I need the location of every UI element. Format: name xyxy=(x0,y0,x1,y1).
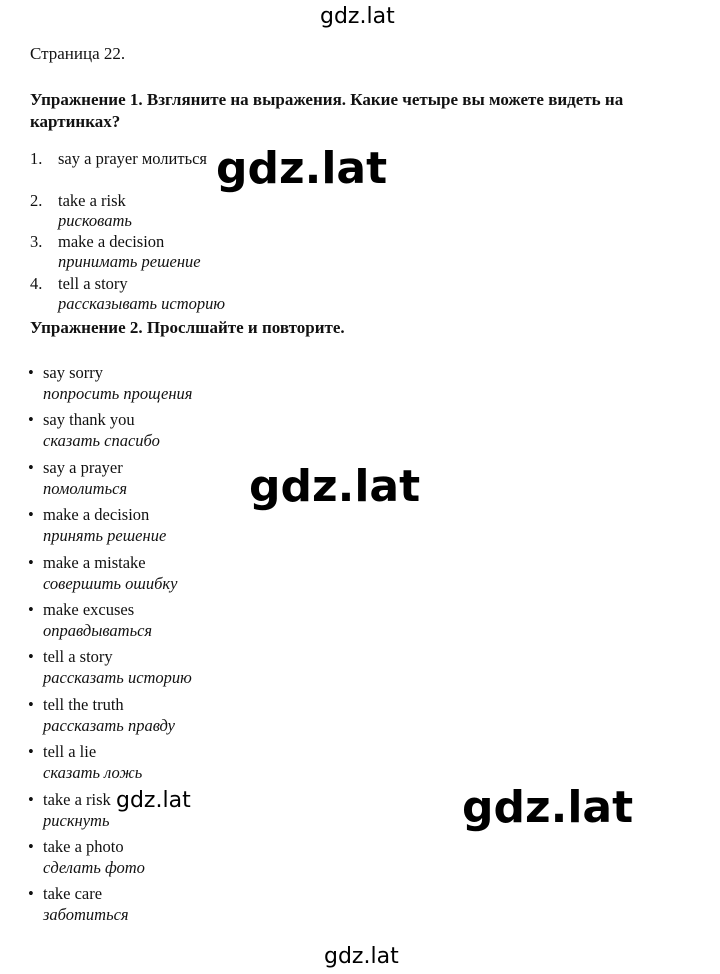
english-phrase: say a prayer молиться xyxy=(58,149,208,168)
english-phrase: take a risk xyxy=(58,190,126,210)
item-number: 2. xyxy=(30,190,43,210)
english-phrase: say sorry xyxy=(43,363,104,382)
bullet-icon: • xyxy=(28,836,34,856)
bullet-icon: • xyxy=(28,647,34,667)
russian-translation: оправдываться xyxy=(43,620,153,640)
english-phrase: make a decision xyxy=(58,232,165,251)
bullet-icon: • xyxy=(28,552,34,572)
english-phrase: tell a story xyxy=(58,273,128,293)
russian-translation: совершить ошибку xyxy=(43,573,178,593)
bullet-icon: • xyxy=(28,742,34,762)
item-number: 1. xyxy=(30,149,43,168)
russian-translation: принимать решение xyxy=(58,252,201,271)
bullet-icon: • xyxy=(28,884,34,904)
bullet-icon: • xyxy=(28,457,34,477)
russian-translation: рассказать правду xyxy=(43,715,175,735)
english-phrase: make a decision xyxy=(43,505,150,525)
bullet-icon: • xyxy=(28,505,34,525)
english-phrase: say a prayer xyxy=(43,457,123,477)
english-phrase: tell the truth xyxy=(43,694,124,714)
bullet-icon: • xyxy=(28,410,34,430)
russian-translation: сказать ложь xyxy=(43,763,143,783)
russian-translation: рисковать xyxy=(58,210,132,230)
watermark-bottom: gdz.lat xyxy=(324,944,399,969)
english-phrase: take care xyxy=(43,884,103,904)
watermark-large: gdz.lat xyxy=(216,143,388,194)
item-number: 4. xyxy=(30,273,43,293)
russian-translation: рассказывать историю xyxy=(58,293,226,313)
watermark-small: gdz.lat xyxy=(116,788,191,813)
english-phrase: tell a story xyxy=(43,647,113,667)
page-number: Страница 22. xyxy=(30,44,126,63)
english-phrase: take a photo xyxy=(43,836,124,856)
english-phrase: say thank you xyxy=(43,410,135,430)
bullet-icon: • xyxy=(28,363,34,382)
bullet-icon: • xyxy=(28,599,34,619)
watermark-large: gdz.lat xyxy=(462,782,634,833)
item-number: 3. xyxy=(30,232,43,251)
russian-translation: помолиться xyxy=(43,478,128,498)
english-phrase: make a mistake xyxy=(43,552,146,572)
bullet-icon: • xyxy=(28,789,34,809)
watermark-top: gdz.lat xyxy=(320,4,395,29)
russian-translation: рассказать историю xyxy=(43,668,192,688)
russian-translation: рискнуть xyxy=(43,810,110,830)
english-phrase: take a risk xyxy=(43,789,111,809)
english-phrase: tell a lie xyxy=(43,742,97,762)
watermark-large: gdz.lat xyxy=(249,461,421,512)
exercise-2-title: Упражнение 2. Прослшайте и повторите. xyxy=(30,318,345,337)
russian-translation: сделать фото xyxy=(43,857,145,877)
english-phrase: make excuses xyxy=(43,599,135,619)
russian-translation: принять решение xyxy=(43,526,167,546)
bullet-icon: • xyxy=(28,694,34,714)
russian-translation: заботиться xyxy=(43,905,129,925)
exercise-1-title: Упражнение 1. Взгляните на выражения. Какие четыре вы можете видеть на картинках? xyxy=(30,90,624,131)
russian-translation: сказать спасибо xyxy=(43,431,160,451)
russian-translation: попросить прощения xyxy=(43,384,193,403)
